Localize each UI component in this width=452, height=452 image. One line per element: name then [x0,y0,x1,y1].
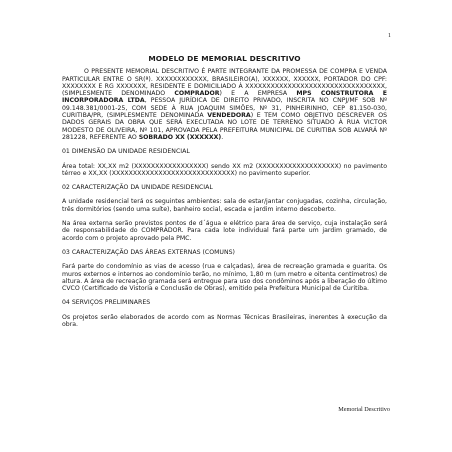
intro-paragraph [62,68,387,141]
page-footer: Memorial Descritivo [338,406,390,413]
intro-text-2: ) E A EMPRESA [219,90,297,98]
section-01-paragraph: Área total: XX,XX m2 (XXXXXXXXXXXXXXXXX) sendo XX m2 (XXXXXXXXXXXXXXXXXXX) no pavimento térreo e XX,XX (XXXXXXXXXXXXXXXXXXXXXXXXXXXXX) no pavimento superior. [62,162,387,177]
intro-text-1: O PRESENTE MEMORIAL DESCRITIVO É PARTE INTEGRANTE DA PROMESSA DE COMPRA E VENDA PARTICULAR ENTRE O SR(ª). XXXXXXXXXXXX, BRASILEIRO(A), XXXXXX, XXXXXX, PORTADOR DO CPF: XXXXXXXX E RG XXXXXXX, RESIDENTE E DOMICILIADO À XXXXXXXXXXXXXXXXXXXXXXXXXXXXXXXXX, (SIMPLESMENTE DENOMINADO [62,68,387,98]
intro-text-4: ) E TEM COMO OBJETIVO DESCREVER OS DADOS GERAIS DA OBRA QUE SERÁ EXECUTADA NO LOTE DE TERRENO SITUADO À RUA VICTOR MODESTO DE OLIVEIRA, Nº 101, APROVADA PELA PREFEITURA MUNICIPAL DE CURITIBA SOB ALVARÁ Nº 281228, REFERENTE AO [62,112,387,141]
document-title: MODELO DE MEMORIAL DESCRITIVO [148,54,301,63]
document-body [62,55,387,335]
section-01-title: 01 DIMENSÃO DA UNIDADE RESIDENCIAL [62,148,190,156]
section-03-paragraph: Fará parte do condomínio as vias de acesso (rua e calçadas), área de recreação gramada e guarita. Os muros externos e internos ao condomínio terão, no mínimo, 1,80 m (um metro e oitenta centímetros) de altura. A área de recreação gramada será entregue para uso dos condôminos após a liberação do último CVCO (Certificado de Vistoria e Conclusão de Obras), emitido pela Prefeitura Municipal de Curitiba. [62,263,388,293]
section-02-paragraph-1: A unidade residencial terá os seguintes ambientes: sala de estar/jantar conjugadas, cozinha, circulação, três dormitórios (sendo uma suíte), banheiro social, escada e jardim interno descoberto. [62,198,387,213]
section-02-paragraph-2: Na área externa serão previstos pontos de d´água e elétrico para área de serviço, cuja instalação será de responsabilidade do COMPRADOR. Para cada lote individual fará parte um jardim gramado, de acordo com o projeto aprovado pela PMC. [62,220,387,242]
section-04-title: 04 SERVIÇOS PRELIMINARES [62,299,151,307]
intro-bold-comprador: COMPRADOR [174,90,220,98]
section-03-title: 03 CARACTERIZAÇÃO DAS ÁREAS EXTERNAS (COMUNS) [62,248,235,256]
section-04-paragraph: Os projetos serão elaborados de acordo com as Normas Técnicas Brasileiras, inerentes à execução da obra. [62,313,387,329]
page-number: 1 [388,33,391,39]
intro-bold-company: MPS CONSTRUTORA E INCORPORADORA LTDA [62,90,388,105]
intro-bold-vendedora: VENDEDORA [207,112,251,120]
intro-text-5: . [221,133,224,141]
intro-bold-sobrado: SOBRADO XX (XXXXXX) [138,133,222,141]
intro-text-3: , PESSOA JURÍDICA DE DIREITO PRIVADO, INSCRITA NO CNPJ/MF SOB Nº 09.148.381/0001-25, COM SEDE À RUA JOAQUIM SIMÕES, Nº 31, PINHEIRINHO, CEP 81.150-030, CURITIBA/PR, (SIMPLESMENTE DENOMINADA [62,97,387,120]
section-02-title: 02 CARACTERIZAÇÃO DA UNIDADE RESIDENCIAL [62,184,213,192]
